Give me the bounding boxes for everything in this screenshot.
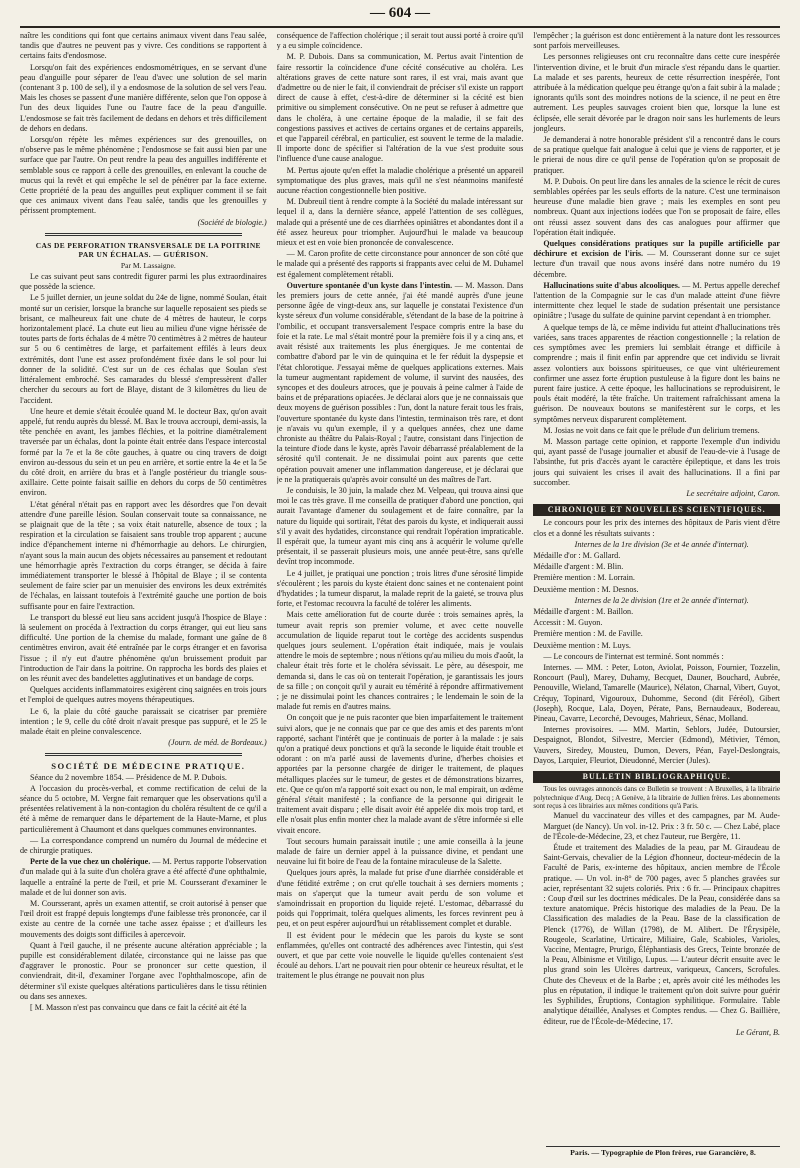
section-title: SOCIÉTÉ DE MÉDECINE PRATIQUE. [51,761,246,772]
paragraph-text: — M. Masson. Dans les premiers jours de cette année, j'ai été mandé auprès d'une jeune personne âgée de vingt-deux ans, sur laquelle je constatai l'existence d'un kyste séreux d'un volume considérable, s'étendant de la base de la poitrine à l'ombilic, et occupant transversalement l'espace compris entre la base du foie et la rate. Le mal s'était montré pour la première fois il y a cinq ans, et avait résisté aux traitements les plus énergiques. Je me contentai de combattre d'abord par le vin de quinquina et le fer réduit la dyspepsie et l'état chlorotique. J'essayai même de quelques applications externes. Mais la tumeur augmentant rapidement de volume, il survint des nausées, des syncopes et des douleurs atroces, que je pouvais à peine calmer à l'aide de bains et de préparations opiacées. Je déclarai alors que je ne connaissais que deux moyens de guérison possibles : l'un, dont la nature ferait tous les frais, l'ouverture spontanée du kyste dans l'intestin, terminaison très rare, et dont je n'avais vu qu'un exemple, il y a quelques années, chez une dame chroniste au théâtre du Palais-Royal ; l'autre, consistant dans l'injection de la teinture d'iode dans le kyste, après l'avoir débarrassé préalablement de la sérosité qu'il contenait. Je ne dissimulai point aux parents que cette opération pouvait amener une inflammation dangereuse, et je déclarai que je ne la pratiquerais qu'après avoir consulté un des maîtres de l'art. [276,280,524,484]
award-line: Deuxième mention : M. Desnos. [533,584,639,594]
paragraph: Le concours pour les prix des internes des hôpitaux de Paris vient d'être clos et a donné les résultats suivants : [533,518,781,538]
paragraph: Une heure et demie s'était écoulée quand M. le docteur Bax, qu'on avait appelé, fut rendu auprès du blessé. M. Bax le trouva accroupi, demi-assis, la tête penchée en avant, les jambes fléchies, et la poitrine diamétralement traversée par un échalas, dont la pointe était entrée dans l'espace intercostal formé par la 7e et la 8e côte gauches, à quatre ou cinq travers de doigt environ au-dessous du sein et un peu en arrière, et sortie entre la 4e et la 5e du côté droit, en arrière du bras et à l'angle postérieur du triangle sous-axillaire. Cette pointe faisait saillie en dehors du corps de 50 centimètres environ. [20,406,267,498]
section-divider [45,753,242,756]
paragraph: M. P. Dubois. Dans sa communication, M. Pertus avait l'intention de faire ressortir la coïncidence d'une cécité consécutive au choléra. Les altérations graves de cette nature sont rares, il est vrai, mais avant que d'admettre ou de nier le fait, il conviendrait de préciser s'il existe un rapport direct de cause à effet, c'est-à-dire de déterminer si la cécité est bien primitive ou simplement consécutive. On ne peut se refuser à admettre que dans le choléra, à une certaine époque de la maladie, il se fait des congestions passives et actives de certains organes et de certains appareils, et que l'appareil cérébral, en particulier, est souvent le terme de la maladie. Il importe donc de spécifier si l'altération de la vue s'est produite sous l'influence d'une cause analogue. [276,52,524,164]
paragraph: M. Coursserant, après un examen attentif, se croit autorisé à penser que l'œil droit est frappé depuis longtemps d'une faiblesse très prononcée, car il existe au centre de la cornée une tache assez épaisse ; et d'ailleurs les mouvements des doigts sont difficiles à apercevoir. [20,899,267,939]
run-in-heading: Perte de la vue chez un cholérique. [30,857,151,867]
session-date: Séance du 2 novembre 1854. — Présidence de M. P. Dubois. [30,772,227,782]
award-line: Première mention : M. de Faville. [533,629,643,639]
paragraph: naître les conditions qui font que certains animaux vivent dans l'eau salée, tandis que d'autres ne peuvent pas y vivre. Ces conditions se rapportent à certains faits d'endosmose. [20,31,267,61]
paragraph: Quelques jours après, la malade fut prise d'une diarrhée considérable et d'une fétidité extrême ; on crut qu'elle touchait à ses derniers moments ; mais on s'aperçut que la tumeur avait perdu de son volume et s'amoindrissait en proportion du liquide rejeté. L'estomac, débarrassé du poids qui l'opprimait, toléra quelques aliments, les forces revinrent peu à peu, et on peut espérer aujourd'hui un rétablissement complet et durable. [276,868,524,929]
paragraph: M. Dubreuil tient à rendre compte à la Société du malade intéressant sur lequel il a, dans la dernière séance, appelé l'attention de ses collègues, malade qui a présenté une de ces diarrhées opiniâtres et abondantes dont il a été assez heureux pour triompher. Aujourd'hui le malade va beaucoup mieux et est en voie bien prononcée de convalescence. [276,197,524,248]
paragraph: Il est évident pour le médecin que les parois du kyste se sont enflammées, qu'elles ont contracté des adhérences avec l'intestin, qui s'est ouvert, et que par cette voie nouvelle le liquide qu'elles contenaient s'est écoulé au dehors. L'art ne pouvait rien pour obtenir ce heureux résultat, et le traitement le plus étrange ne pouvait non plus [276,930,524,981]
column-right [533,31,780,1146]
paragraph [277,281,524,485]
article-columns [20,31,780,1146]
gerant-signature: Le Gérant, B. [735,1027,781,1037]
paragraph: Le 4 juillet, je pratiquai une ponction ; trois litres d'une sérosité limpide s'écoulèrent ; les parois du kyste étaient donc saines et ne contenaient point d'hydatides ; la tumeur disparut, la malade reprit de la gaieté, se trouva plus forte, et l'estomac recouvra la faculté de tolérer les aliments. [276,568,524,609]
division-heading: Internes de la 2e division (1re et 2e année d'internat). [574,595,749,605]
source-citation: (Société de biologie.) [197,217,267,227]
column-left [20,31,267,1146]
paragraph [533,281,780,322]
paragraph: — Le concours de l'internat est terminé. Sont nommés : [543,651,724,661]
paragraph: Quant à l'œil gauche, il ne présente aucune altération appréciable ; la pupille est considérablement dilatée, circonstance qui ne laisse pas que d'aggraver le pronostic. Pour se prononcer sur cette question, il conviendrait, dit-il, d'examiner l'organe avec l'ophthalmoscope, afin de déterminer s'il existe quelques altérations particulières dans le tissu rétinien ou dans ses annexes. [20,940,267,1001]
paragraph: M. Masson partage cette opinion, et rapporte l'exemple d'un individu qui, ayant passé de l'usage journalier et abusif de l'eau-de-vie à l'usage de l'absinthe, fut pris d'accès ayant le caractère épileptique, et dans les trois jours qui suivaient les crises il avait des hallucinations. Il a fini par succomber. [533,436,781,487]
paragraph: [ M. Masson n'est pas convaincu que dans ce fait la cécité ait été la [30,1003,247,1013]
paragraph [533,239,780,280]
paragraph [20,857,267,898]
paragraph: Tout secours humain paraissait inutile ; une amie conseilla à la jeune malade de faire un dernier appel à la puissance divine, et pendant une neuvaine lui fit boire de l'eau de la fontaine miraculeuse de la Salette. [276,836,524,867]
article-title: CAS DE PERFORATION TRANSVERSALE DE LA POITRINE PAR UN ÉCHALAS. — GUÉRISON. [35,240,261,260]
award-line: Médaille d'argent : M. Baillon. [533,606,634,616]
paragraph: A quelque temps de là, ce même individu fut atteint d'hallucinations très variées, sans traces apparentes de réaction congestionnelle ; la relation de ces symptômes avec les premiers lui semblait étrange et difficile à comprendre ; mais il finit enfin par apprendre que cet individu se livrait assez volontiers aux boissons spiritueuses, ce que vint ultérieurement confirmer une assez forte éruption pustuleuse à la figure dont les bains ne purent faire justice. A cette époque, les hallucinations se reproduisirent, le pouls était modéré, la tête fraîche. Un traitement rafraîchissant amena la guérison. De nouveaux boutons se manifestèrent sur le corps, et les symptômes nerveux disparurent complètement. [533,322,781,424]
paragraph: — M. Caron profite de cette circonstance pour annoncer de son côté que le malade qui a présenté des rapports si frappants avec celui de M. Duhamel est également complètement rétabli. [276,249,524,279]
run-in-heading: Hallucinations suite d'abus alcooliques. [543,280,680,290]
paragraph: On conçoit que je ne puis raconter que bien imparfaitement le traitement suivi alors, que je ne connais que par ce que des amis et des parents m'ont rapporté, sachant l'intérêt que je continuais de porter à la malade : je sais qu'on a pratiqué deux ponctions et qu'à la seconde le liquide était trouble et odorant : on m'a parlé aussi de lavements d'urine, d'herbes choisies et apportées par la personne chargée de diriger le traitement, de plaques métalliques placées sur le tumeur, de gestes et de démonstrations bizarres, etc. Que ce qu'on m'a rapporté soit exact ou non, le mal empirait, un œdème général s'était manifesté ; la confiance de la personne qui dirigeait le traitement avait disparu ; elle disait avoir été appelée dix mois trop tard, et elle n'osait plus enfin monter chez la malade avant de s'être informée si elle vivait encore. [276,713,524,835]
paragraph: Le 5 juillet dernier, un jeune soldat du 24e de ligne, nommé Soulan, était monté sur un cerisier, lorsque la branche sur laquelle reposaient ses pieds se brisant, ce malheureux fait une chute de 4 mètres de hauteur, le corps horizontalement placé. La chute eut lieu au milieu d'une vigne hérissée de toutes parts de forts échalas de 4 mètre 70 centimètres à 2 mètres de hauteur sur 5 ou 6 centimètres de large, et parfaitement effilés à leurs deux extrémités, dont l'une est assez profondément fixée dans le sol pour lui donner de la solidité. C'est sur un de ces échalas que Soulan s'est littéralement embroché. Ses camarades du blessé s'empressèrent d'aller chercher du secours au fort de Blaye, distant de 3 kilomètres du lieu de l'accident. [20,293,267,405]
paragraph: Lorsqu'on répète les mêmes expériences sur des grenouilles, on n'observe pas le même phénomène ; l'endosmose se fait aussi bien par une surface que par l'autre. On peut rendre la peau des anguilles indifférente et semblable sous ce rapport à celle des grenouilles, en enlevant la couche de mucus qui la revêt et qui empêche le sel de pénétrer par la face externe. Cette propriété de la peau des anguilles peut expliquer comment il se fait que ces animaux vivent dans l'eau salée, tandis que les grenouilles y périssent promptement. [20,135,267,216]
paragraph: Quelques accidents inflammatoires exigèrent cinq saignées en trois jours et l'emploi de quelques autres moyens thérapeutiques. [20,685,267,705]
run-in-heading: Quelques considérations pratiques sur la pupille artificielle par déchirure et excision de l'iris. [533,239,781,259]
paragraph: L'état général n'était pas en rapport avec les désordres que l'on devait attendre d'une pareille lésion. Soulan conservait toute sa connaissance, ne se plaignait que de la tête ; sa voix était naturelle, absence de toux ; la respiration et la circulation se faisaient sans trouble trop apparent ; aucune indice d'épanchement interne ni d'hémorrhagie au dehors. Le chirurgien, n'ayant sous la main aucun des objets nécessaires au pansement et redoutant une hémorrhagie après l'extraction du corps étranger, se décida à faire immédiatement transporter le blessé à l'hôpital de Blaye ; il se contenta seulement de faire scier par un menuisier des environs les deux extrémités de l'échalas, en laissant toutefois à l'extrémité gauche une portion de bois suffisante pour en faire l'extraction. [20,499,267,611]
award-line: Médaille d'argent : M. Blin. [533,562,624,572]
page-header [20,4,780,28]
paragraph: conséquence de l'affection cholérique ; il serait tout aussi porté à croire qu'il y a eu simple coïncidence. [276,31,524,51]
secretary-signature: Le secrétaire adjoint, Caron. [686,488,781,498]
run-in-heading: Ouverture spontanée d'un kyste dans l'intestin. [286,280,453,290]
award-line: Médaille d'or : M. Gallard. [533,550,621,560]
award-line: Première mention : M. Lorrain. [533,573,635,583]
paragraph: Internes provisoires. — MM. Martin, Seblors, Judée, Dutoursier, Despaignot, Blondot, Silvestre, Mercier (Edmond), Métivier, Témon, Vauvers, Siredey, Mousteu, Dumon, Devers, Péan, Fayel-Deslongrais, Dayos, Larquier, Fleuriot, Dieudonné, Mercier (Jules). [533,725,781,765]
paragraph: Le 6, la plaie du côté gauche paraissait se cicatriser par première intention ; le 9, celle du côté droit n'avait presque pas suppuré, et le 25 le malade était en pleine convalescence. [20,706,267,736]
source-citation: (Journ. de méd. de Bordeaux.) [168,738,267,748]
paragraph: Le cas suivant peut sans contredit figurer parmi les plus extraordinaires que possède la science. [20,272,267,292]
bibliography-entry: Étude et traitement des Maladies de la peau, par M. Giraudeau de Saint-Gervais, chevalier de la Légion d'honneur, docteur-médecin de la Faculté de Paris, ex-interne des hôpitaux, ancien membre de l'École pratique. — Un vol. in-8° de 700 pages, avec 5 planches gravées sur acier, représentant 32 sujets coloriés. Prix : 6 fr. — Principaux chapitres : Coup d'œil sur les doctrines médicales. De la Peau, considérée dans sa texture anatomique. Précis historique des maladies de la Peau. De la Classification des maladies de la Peau. Base de la classification de Plenck (1776), de Willan (1798), de M. Alibert. De l'Érysipèle, Rougeole, Scarlatine, Urticaire, Miliaire, Gale, Scabioles, Varioles, Vaccine, Mentagre, Prurigo, Éléphantiasis des Grecs, Teinte bronzée de la Peau, Albinisme et Vitiligo, Lupus. — L'auteur décrit ensuite avec le plus grand soin les Ulcères dartreux, variqueux, Cancers, Scrofules. Chute des Cheveux et de la Barbe ; et, après avoir cité les méthodes les plus en réputation, il indique le traitement qu'on doit suivre pour guérir les Syphilides, Éruptions, Contagion syphilitique. Formulaire. Table analytique détaillée, Analyses et Comptes rendus. — Chez G. Baillière, éditeur, rue de l'École-de-Médecine, 17. [543,843,781,1026]
section-title: CHRONIQUE ET NOUVELLES SCIENTIFIQUES. [533,504,780,516]
paragraph-text: — M. Pertus appelle derechef l'attention de la Compagnie sur le cas d'un malade atteint d'une fièvre intermittente chez lequel le stade de sudation présentait une persistance opiniâtre ; l'usage du sulfate de quinine parvint cependant à en triompher. [533,280,781,321]
paragraph: M. Josias ne voit dans ce fait que le prélude d'un delirium tremens. [543,425,760,435]
column-middle [277,31,524,1146]
paragraph: Je demanderai à notre honorable président s'il a rencontré dans le cours de sa pratique quelque fait analogue à celui que je viens de rapporter, et je le prierai de nous dire ce qu'il pense de l'opération qu'on se proposait de pratiquer. [533,135,781,175]
paragraph: — La correspondance comprend un numéro du Journal de médecine et de chirurgie pratiques. [20,835,267,856]
paragraph: Mais cette amélioration fut de courte durée : trois semaines après, la tumeur avait repris son premier volume, et avec cette nouvelle accumulation de liquide reparut tout le cortège des accidents suspendus quelques jours seulement. L'opération était indiquée, mais je voulais attendre le mois de septembre ; nous n'étions qu'au milieu du mois d'août, la chaleur était très forte et le choléra sévissait. Le père, au désespoir, me demanda si, dans le cas où on tenterait l'opération, je garantissais les jours de sa fille ; on conçoit qu'il y aurait eu témérité à répondre affirmativement ; je ne dissimulai point les chances contraires ; le lendemain le soin de la malade fut remis en d'autres mains. [276,610,524,712]
paragraph: Je conduisis, le 30 juin, la malade chez M. Velpeau, qui trouva ainsi que moi le cas très grave. Il me conseilla de pratiquer d'abord une ponction, qui aurait l'avantage d'amener du soulagement et de faire connaître, par la nature du liquide qui sortirait, l'état des parois du kyste, et indiquerait aussi s'il y avait des hydatides, circonstance qui rendrait l'opération impraticable. Il espérait que, la tumeur ayant mis cinq ans à acquérir le volume qu'elle présentait, il se passerait plusieurs mois, une année peut-être, sans qu'elle devînt trop incommode. [276,485,524,567]
article-author: Par M. Lassaigne. [120,260,176,270]
section-title: BULLETIN BIBLIOGRAPHIQUE. [533,771,780,783]
paragraph: Les personnes religieuses ont cru reconnaître dans cette cure inespérée l'intervention divine, et le bruit d'un miracle s'est répandu dans le quartier. La malade et ses parents, heureux de cette résurrection inespérée, l'ont attribuée à la médication quelque peu étrange qu'on a fait subir à la malade ; ignorants qu'ils sont des moindres notions de la science, il ne peut en être autrement. Les peuples sauvages croient bien que, lorsque la lune est éclipsée, elle serait dévorée par le dragon noir sans les hurlements de leurs jongleurs. [533,52,781,133]
paragraph-text: — M. Coursserant donne sur ce sujet lecture d'un travail que nous avons inséré dans notre numéro du 19 décembre. [533,249,781,279]
division-heading: Internes de la 1re division (3e et 4e année d'internat). [574,539,749,549]
paragraph: M. P. Dubois. On peut lire dans les annales de la science le récit de cures semblables opérées par les seuls efforts de la nature. C'est une terminaison heureuse d'une maladie bien grave ; mais les exemples en sont peu nombreux. Quant aux injections iodées que l'on se proposait de faire, elles ont réussi assez souvent dans des cas analogues pour affirmer que l'opération était indiquée. [533,176,781,237]
printer-imprint: Paris. — Typographie de Plon frères, rue Garancière, 8. [546,1146,780,1162]
paragraph: Le transport du blessé eut lieu sans accident jusqu'à l'hospice de Blaye : là seulement on procéda à l'extraction du corps étranger, qui eut lieu sans difficulté. Une portion de la chemise du malade, formant une gaîne de 8 centimètres environ, avait été entraînée par le corps étranger et en favorisa l'issue ; il n'y eut d'autre phénomène qu'un bruissement produit par l'introduction de l'air dans la poitrine. On rapprocha les bords des plaies et on les réunit avec des bandelettes agglutinatives et un bandage de corps. [20,612,267,683]
paragraph: l'empêcher ; la guérison est donc entièrement à la nature dont les ressources sont parfois merveilleuses. [533,31,781,51]
award-line: Accessit : M. Guyon. [533,618,603,628]
paragraph: A l'occasion du procès-verbal, et comme rectification de celui de la séance du 5 octobre, M. Vergne fait remarquer que les observations qu'il a présentées relativement à la non-contagion du choléra résultent de ce qu'il a été à même de remarquer dans le département de la Haute-Marne, et plus particulièrement à Chaumont et dans quelques communes environnantes. [20,783,267,834]
paragraph: Lorsqu'on fait des expériences endosmométriques, en se servant d'une peau d'anguille pour séparer de l'eau d'avec une solution de sel marin (contenant 3 p. 100 de sel), il y a endosmose de la solution de sel vers l'eau. Mais les choses se passent d'une manière différente, selon que l'on oppose à l'un des deux liquides l'une ou l'autre face de la peau d'anguille. L'endosmose se fait très facilement de dedans en dehors et très difficilement de dehors en dedans. [20,62,267,133]
award-line: Deuxième mention : M. Luys. [533,640,631,650]
paragraph-text: — M. Pertus rapporte l'observation d'un malade qui à la suite d'un choléra grave a été affecté d'une ophthalmie, laquelle a entraîné la perte de l'œil, et prie M. Coursserant d'examiner le malade et de lui donner son avis. [20,857,267,897]
paragraph: Internes. — MM. : Peter, Loton, Aviolat, Poisson, Fournier, Tozzelin, Roncourt (Paul), Marey, Duhamy, Becquet, Dauner, Bouchard, Aubrée, Penouville, Wieland, Tamarelle (Maurice), Nélaton, Charnal, Vibert, Guyot, Créquy, Topinard, Vigouroux, Duhomme, Second (dit Féréol), Gibert (Joseph), Rocque, Lala, Doyen, Pérate, Pans, Bernaudeaux, Bodereau, Pineau, Cavarre, Lecorché, Devouges, Mahrieux, Sénac, Molland. [533,662,781,723]
bibliography-entry: Manuel du vaccinateur des villes et des campagnes, par M. Aude-Marguet (de Nancy). Un vol. in-12. Prix : 3 fr. 50 c. — Chez Labé, place de l'École-de-Médecine, 23, et chez l'auteur, rue Bergère, 11. [543,811,781,841]
page-number: — 604 — [370,5,430,21]
paragraph: Tous les ouvrages annoncés dans ce Bulletin se trouvent : A Bruxelles, à la librairie polytechnique d'Aug. Decq ; A Genève, à la librairie de Jullien frères. Les abonnements sont reçus à ces librairies aux mêmes conditions qu'à Paris. [533,785,781,811]
section-divider [45,233,242,236]
paragraph: M. Pertus ajoute qu'en effet la maladie cholérique a présenté un appareil symptomatique des plus graves, mais qu'il ne s'est néanmoins manifesté aucune réaction congestionnelle bien positive. [276,165,524,196]
